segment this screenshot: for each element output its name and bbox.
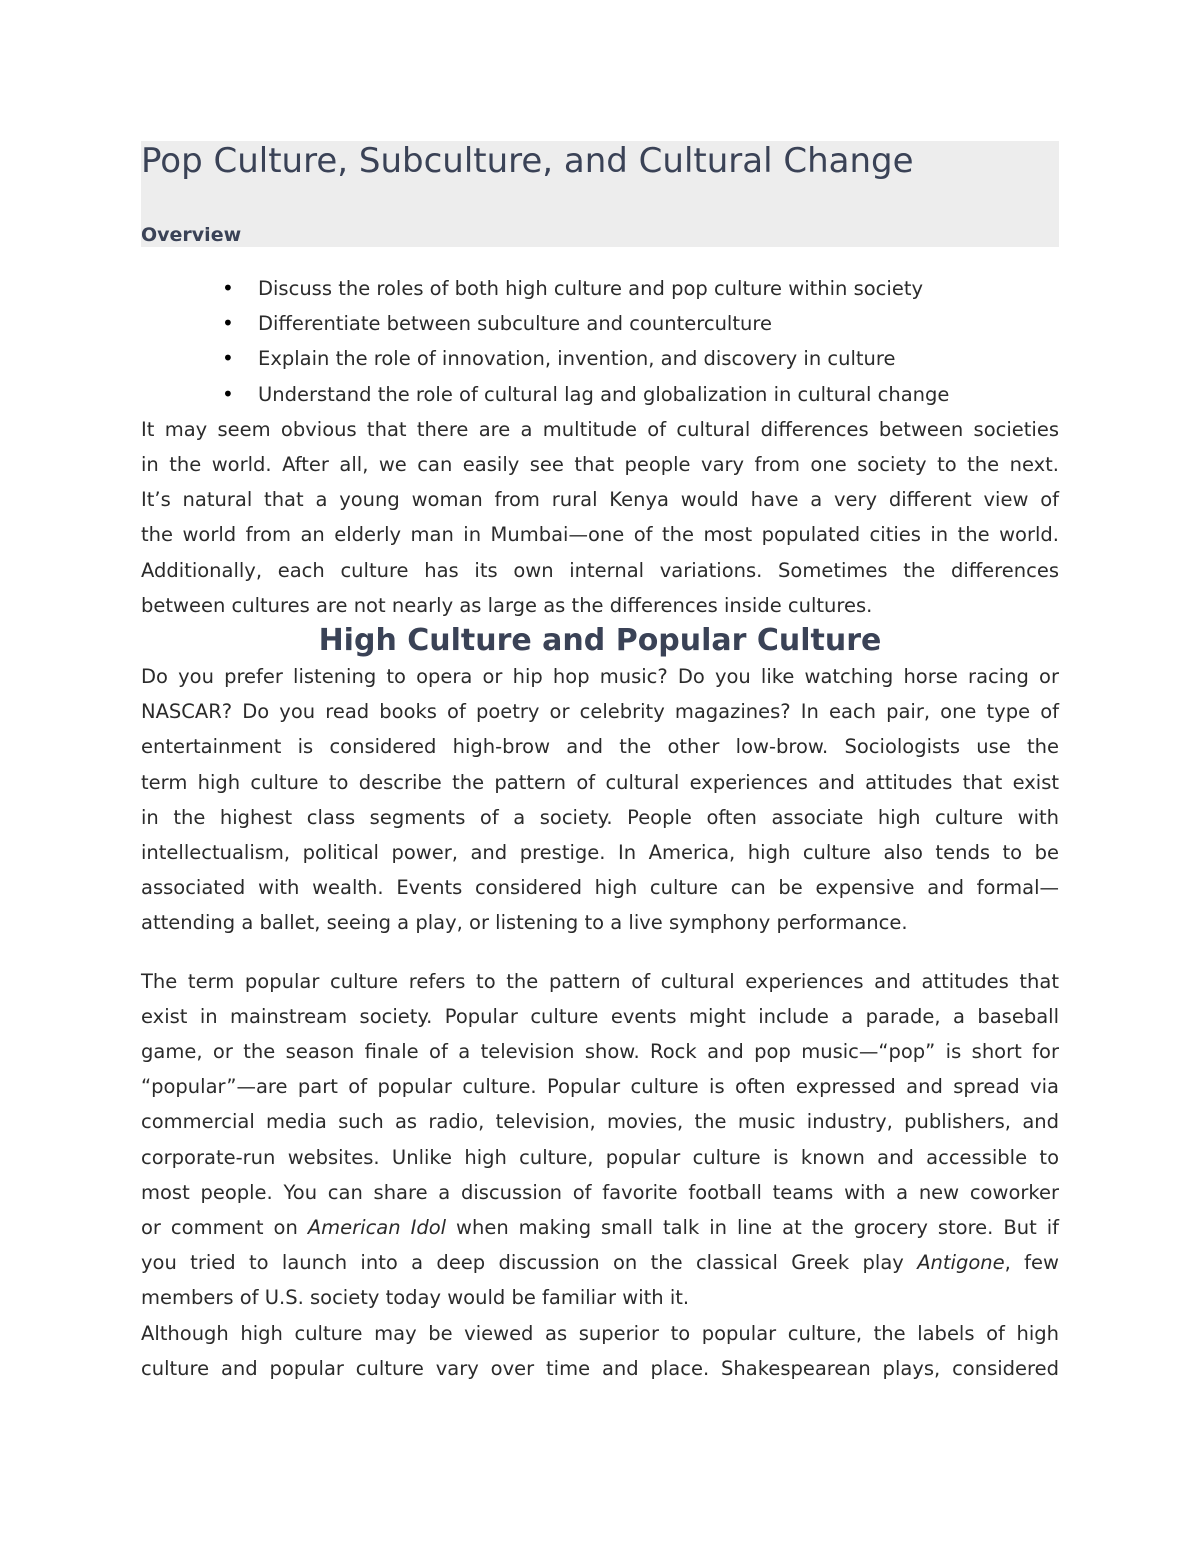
text-line: NASCAR? Do you read books of poetry or celebrity magazines? In each pair, one type of	[141, 700, 1059, 724]
text-run: , few	[1004, 1251, 1059, 1275]
text-run: or comment on	[141, 1216, 308, 1240]
text-line: in the highest class segments of a society. People often associate high culture with	[141, 805, 1059, 829]
title-band	[141, 141, 1059, 247]
text-run: when making small talk in line at the grocery store. But if	[446, 1216, 1059, 1240]
bullet-icon: •	[222, 311, 234, 336]
text-line: culture and popular culture vary over time and place. Shakespearean plays, considered	[141, 1356, 1059, 1380]
bullet-icon: •	[222, 276, 234, 300]
play-title: Antigone	[917, 1251, 1005, 1275]
text-line: intellectualism, political power, and prestige. In America, high culture also tends to be	[141, 841, 1059, 865]
list-item	[222, 341, 1059, 376]
text-line: The term popular culture refers to the pattern of cultural experiences and attitudes that	[141, 969, 1059, 993]
popular-culture-paragraph	[141, 964, 1059, 1316]
list-item-text: Discuss the roles of both high culture and pop culture within society	[258, 277, 923, 300]
paragraph-gap	[141, 941, 1059, 964]
text-line: members of U.S. society today would be familiar with it.	[141, 1286, 690, 1310]
document-page	[141, 141, 1059, 1386]
text-line: in the world. After all, we can easily see that people vary from one society to the next.	[141, 453, 1059, 477]
text-line	[141, 1210, 1059, 1245]
text-run: you tried to launch into a deep discussion on the classical Greek play	[141, 1251, 918, 1275]
text-line: attending a ballet, seeing a play, or listening to a live symphony performance.	[141, 911, 908, 935]
text-line: Do you prefer listening to opera or hip hop music? Do you like watching horse racing or	[141, 665, 1059, 689]
text-line: Additionally, each culture has its own internal variations. Sometimes the differences	[141, 558, 1059, 582]
text-line	[141, 1245, 1059, 1280]
list-item	[222, 306, 1059, 341]
bullet-icon: •	[222, 381, 234, 406]
section-heading: High Culture and Popular Culture	[318, 623, 882, 659]
high-culture-paragraph	[141, 659, 1059, 941]
text-line: It may seem obvious that there are a multitude of cultural differences between societies	[141, 417, 1059, 441]
text-line: corporate-run websites. Unlike high culture, popular culture is known and accessible to	[141, 1145, 1059, 1169]
text-line: “popular”—are part of popular culture. Popular culture is often expressed and spread via	[141, 1075, 1059, 1099]
page-title: Pop Culture, Subculture, and Cultural Change	[141, 141, 914, 181]
list-item	[222, 377, 1059, 412]
show-title: American Idol	[307, 1216, 447, 1240]
list-item-text: Explain the role of innovation, invention, and discovery in culture	[258, 347, 896, 371]
objectives-list	[141, 271, 1059, 412]
text-line: commercial media such as radio, television, movies, the music industry, publishers, and	[141, 1110, 1059, 1134]
comparison-paragraph	[141, 1316, 1059, 1386]
list-item-text: Differentiate between subculture and counterculture	[258, 312, 772, 336]
intro-paragraph	[141, 412, 1059, 623]
text-line: term high culture to describe the pattern of cultural experiences and attitudes that exist	[141, 770, 1059, 794]
text-line: the world from an elderly man in Mumbai—one of the most populated cities in the world.	[141, 523, 1059, 547]
list-item	[222, 271, 1059, 306]
text-line: most people. You can share a discussion of favorite football teams with a new coworker	[141, 1180, 1059, 1204]
text-line: exist in mainstream society. Popular culture events might include a parade, a baseball	[141, 1004, 1059, 1028]
text-line: It’s natural that a young woman from rural Kenya would have a very different view of	[141, 488, 1059, 512]
text-line: game, or the season finale of a television show. Rock and pop music—“pop” is short for	[141, 1040, 1059, 1064]
list-item-text: Understand the role of cultural lag and globalization in cultural change	[258, 382, 950, 406]
text-line: associated with wealth. Events considered high culture can be expensive and formal—	[141, 876, 1059, 900]
text-line: Although high culture may be viewed as superior to popular culture, the labels of high	[141, 1321, 1059, 1345]
text-line: between cultures are not nearly as large as the differences inside cultures.	[141, 593, 873, 617]
overview-heading: Overview	[141, 224, 242, 246]
bullet-icon: •	[222, 346, 234, 371]
text-line: entertainment is considered high-brow and the other low-brow. Sociologists use the	[141, 735, 1059, 759]
